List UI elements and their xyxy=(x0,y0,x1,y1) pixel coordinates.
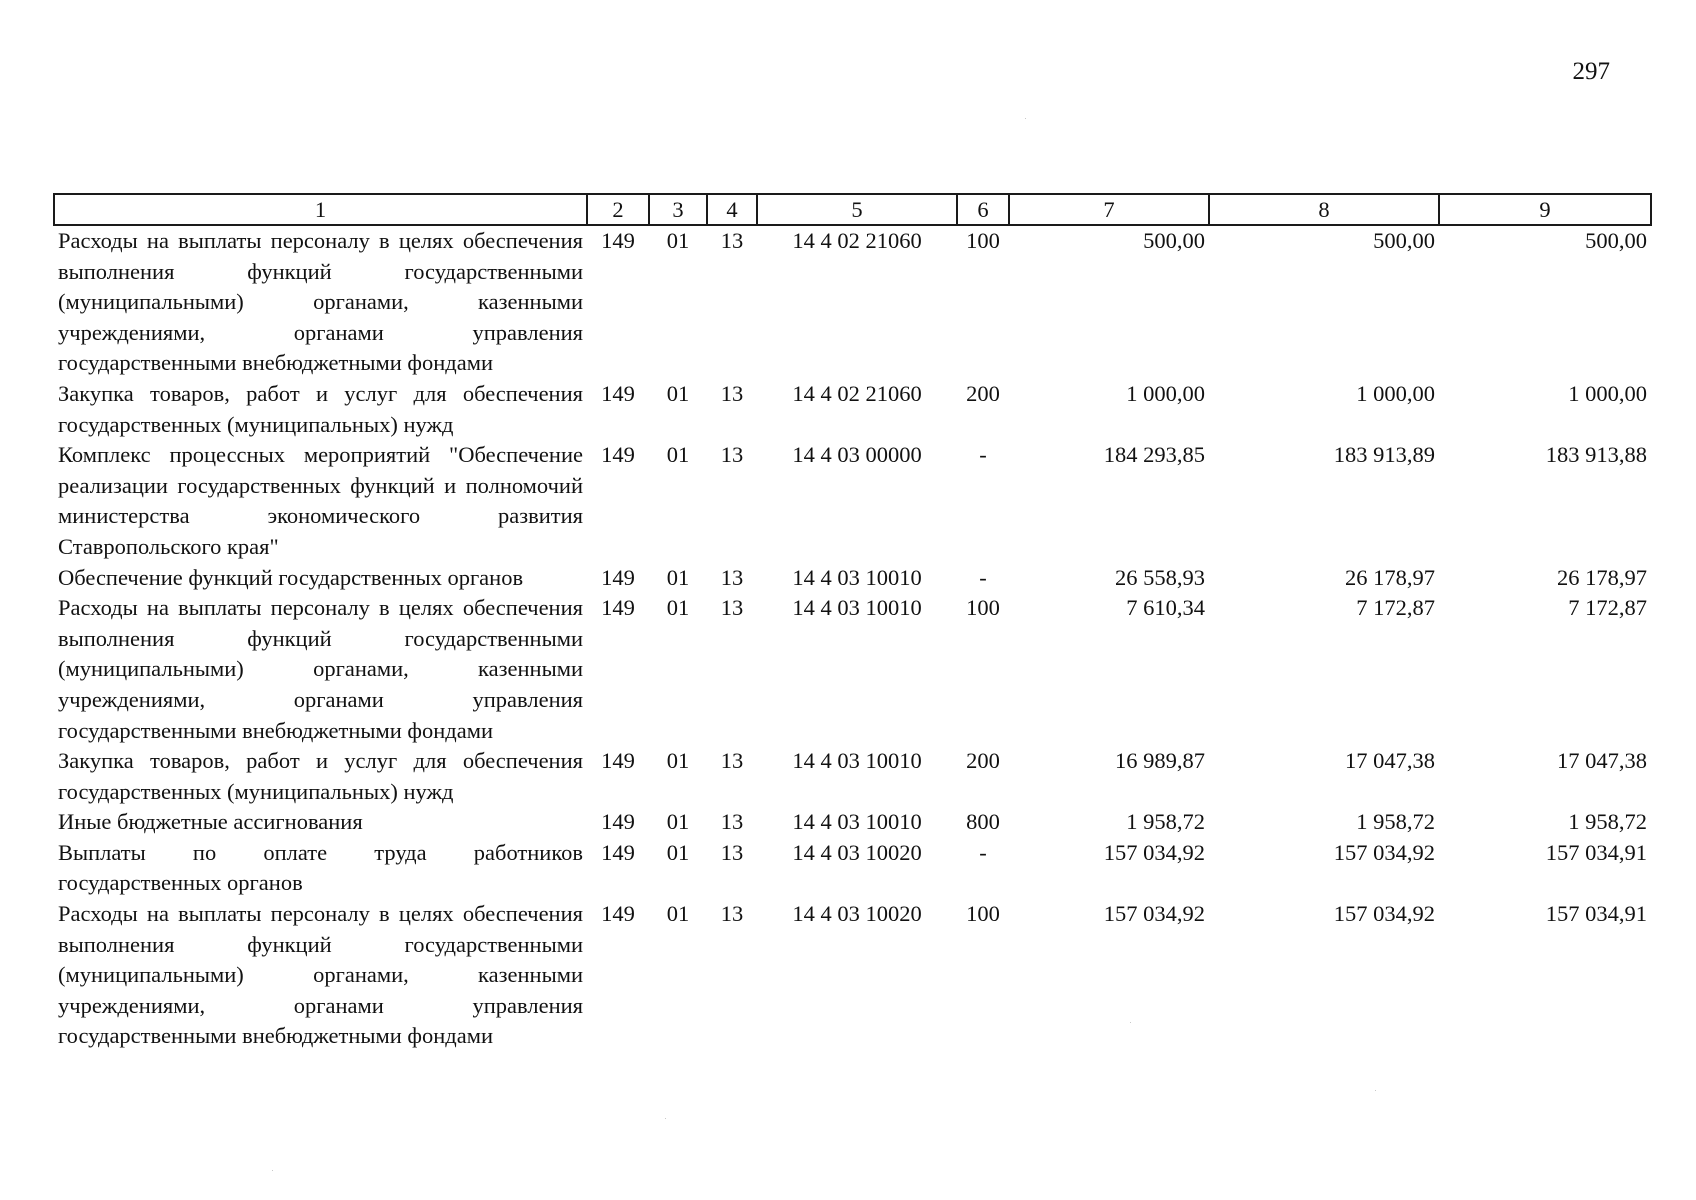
row-section: 01 xyxy=(666,380,690,406)
row-amount-col9: 183 913,88 xyxy=(1545,442,1647,468)
table-row xyxy=(54,379,1651,440)
row-article: 14 4 02 21060 xyxy=(792,228,922,253)
row-amount-col9: 7 172,87 xyxy=(1568,595,1647,621)
row-code: 149 xyxy=(601,380,635,406)
budget-table xyxy=(53,193,1652,1052)
row-description: Иные бюджетные ассигнования xyxy=(58,809,363,835)
row-section: 01 xyxy=(666,748,690,774)
row-expense-type: - xyxy=(979,564,987,590)
row-amount-col7: 157 034,92 xyxy=(1103,839,1205,865)
column-header: 5 xyxy=(757,194,957,225)
row-subsection: 13 xyxy=(720,595,744,621)
row-subsection: 13 xyxy=(720,748,744,774)
table-row xyxy=(54,593,1651,746)
table-row xyxy=(54,225,1651,379)
row-amount-col7: 1 958,72 xyxy=(1126,809,1205,835)
row-article: 14 4 03 10010 xyxy=(792,564,922,590)
row-code: 149 xyxy=(601,564,635,590)
row-description: Расходы на выплаты персоналу в целях обеспечения выполнения функций государственными (муниципальными) органами, казенными учреждениями, органами управления государственными внебюджетными фондами xyxy=(58,901,583,1049)
row-amount-col9: 1 958,72 xyxy=(1568,809,1647,835)
row-article: 14 4 03 10020 xyxy=(792,901,922,927)
row-amount-col8: 26 178,97 xyxy=(1345,564,1435,590)
row-section: 01 xyxy=(666,564,690,590)
row-section: 01 xyxy=(666,839,690,865)
row-description: Комплекс процессных мероприятий "Обеспечение реализации государственных функций и полномочий министерства экономического развития Ставропольского края" xyxy=(58,442,583,559)
table-row xyxy=(54,563,1651,594)
row-expense-type: 200 xyxy=(966,748,1000,774)
scan-speck xyxy=(1130,1022,1131,1023)
row-amount-col7: 184 293,85 xyxy=(1103,442,1205,468)
row-amount-col8: 1 000,00 xyxy=(1356,380,1435,406)
scan-speck xyxy=(1375,1090,1376,1091)
row-amount-col9: 500,00 xyxy=(1585,228,1647,253)
row-code: 149 xyxy=(601,595,635,621)
row-expense-type: 100 xyxy=(966,228,1000,253)
row-code: 149 xyxy=(601,228,635,253)
row-amount-col8: 17 047,38 xyxy=(1345,748,1435,774)
row-description: Обеспечение функций государственных органов xyxy=(58,564,524,590)
row-subsection: 13 xyxy=(720,564,744,590)
column-number-header-row xyxy=(54,194,1651,225)
row-amount-col7: 500,00 xyxy=(1143,228,1205,253)
table-row xyxy=(54,899,1651,1052)
row-code: 149 xyxy=(601,839,635,865)
row-expense-type: 200 xyxy=(966,380,1000,406)
column-header: 3 xyxy=(649,194,707,225)
row-subsection: 13 xyxy=(720,839,744,865)
table-body xyxy=(54,225,1651,1052)
row-expense-type: 100 xyxy=(966,901,1000,927)
row-description: Закупка товаров, работ и услуг для обеспечения государственных (муниципальных) нужд xyxy=(58,380,583,437)
row-subsection: 13 xyxy=(720,442,744,468)
row-section: 01 xyxy=(666,595,690,621)
row-expense-type: - xyxy=(979,442,987,468)
row-section: 01 xyxy=(666,809,690,835)
column-header: 4 xyxy=(707,194,757,225)
scan-speck xyxy=(1025,118,1026,119)
row-amount-col7: 16 989,87 xyxy=(1115,748,1205,774)
table-row xyxy=(54,440,1651,562)
row-amount-col8: 7 172,87 xyxy=(1356,595,1435,621)
row-amount-col8: 1 958,72 xyxy=(1356,809,1435,835)
row-amount-col9: 1 000,00 xyxy=(1568,380,1647,406)
row-amount-col8: 157 034,92 xyxy=(1333,901,1435,927)
row-code: 149 xyxy=(601,809,635,835)
column-header: 7 xyxy=(1009,194,1209,225)
scan-speck xyxy=(272,1170,273,1171)
row-expense-type: - xyxy=(979,839,987,865)
row-amount-col9: 26 178,97 xyxy=(1557,564,1647,590)
row-amount-col9: 17 047,38 xyxy=(1557,748,1647,774)
row-amount-col8: 183 913,89 xyxy=(1333,442,1435,468)
row-article: 14 4 03 10020 xyxy=(792,839,922,865)
row-subsection: 13 xyxy=(720,809,744,835)
column-header: 1 xyxy=(54,194,587,225)
table-row xyxy=(54,746,1651,807)
row-subsection: 13 xyxy=(720,228,744,253)
row-article: 14 4 03 10010 xyxy=(792,595,922,621)
row-section: 01 xyxy=(666,901,690,927)
column-header: 8 xyxy=(1209,194,1439,225)
column-header: 6 xyxy=(957,194,1009,225)
row-code: 149 xyxy=(601,901,635,927)
row-description: Закупка товаров, работ и услуг для обеспечения государственных (муниципальных) нужд xyxy=(58,748,583,804)
row-description: Выплаты по оплате труда работников государственных органов xyxy=(58,839,583,896)
row-article: 14 4 03 10010 xyxy=(792,748,922,774)
scan-speck xyxy=(665,1118,666,1119)
row-amount-col7: 26 558,93 xyxy=(1115,564,1205,590)
row-expense-type: 800 xyxy=(966,809,1000,835)
row-code: 149 xyxy=(601,748,635,774)
row-section: 01 xyxy=(666,442,690,468)
row-section: 01 xyxy=(666,228,690,253)
row-amount-col7: 157 034,92 xyxy=(1103,901,1205,927)
row-code: 149 xyxy=(601,442,635,468)
row-amount-col7: 1 000,00 xyxy=(1126,380,1205,406)
table-row xyxy=(54,838,1651,899)
row-subsection: 13 xyxy=(720,380,744,406)
row-article: 14 4 03 00000 xyxy=(792,442,922,468)
page-number: 297 xyxy=(1572,58,1610,85)
row-description: Расходы на выплаты персоналу в целях обеспечения выполнения функций государственными (муниципальными) органами, казенными учреждениями, органами управления государственными внебюджетными фондами xyxy=(58,228,583,376)
row-amount-col8: 500,00 xyxy=(1373,228,1435,253)
row-article: 14 4 02 21060 xyxy=(792,380,922,406)
row-amount-col9: 157 034,91 xyxy=(1545,901,1647,927)
column-header: 9 xyxy=(1439,194,1651,225)
row-amount-col9: 157 034,91 xyxy=(1545,839,1647,865)
table-row xyxy=(54,807,1651,838)
row-article: 14 4 03 10010 xyxy=(792,809,922,835)
row-expense-type: 100 xyxy=(966,595,1000,621)
row-amount-col7: 7 610,34 xyxy=(1126,595,1205,621)
column-header: 2 xyxy=(587,194,649,225)
row-description: Расходы на выплаты персоналу в целях обеспечения выполнения функций государственными (муниципальными) органами, казенными учреждениями, органами управления государственными внебюджетными фондами xyxy=(58,595,583,743)
row-subsection: 13 xyxy=(720,901,744,927)
row-amount-col8: 157 034,92 xyxy=(1333,839,1435,865)
